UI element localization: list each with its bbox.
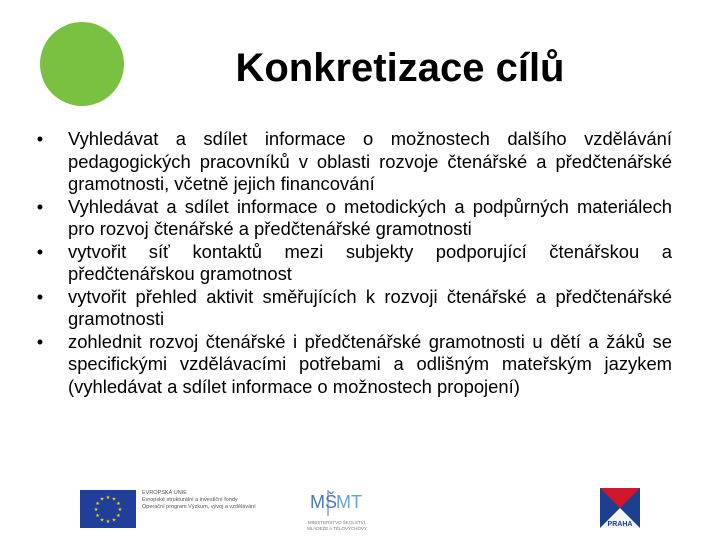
bullet-text: Vyhledávat a sdílet informace o metodických a podpůrných materiálech pro rozvoj čtenářské a předčtenářské gramotnosti xyxy=(68,195,672,239)
bullet-list xyxy=(30,128,672,398)
bullet-text: vytvořit přehled aktivit směřujících k rozvoji čtenářské a předčtenářské gramotnosti xyxy=(68,285,672,329)
eu-star-icon: ★ xyxy=(99,517,105,524)
bullet-text: vytvořit síť kontaktů mezi subjekty podporující čtenářskou a předčtenářskou gramotnost xyxy=(68,240,672,284)
eu-star-icon: ★ xyxy=(93,507,99,513)
bullet-dot: • xyxy=(36,195,44,217)
svg-text:PRAHA: PRAHA xyxy=(607,521,633,528)
eu-star-icon: ★ xyxy=(116,501,121,507)
bullet-item xyxy=(30,286,672,331)
bullet-item xyxy=(30,128,672,196)
bullet-item xyxy=(30,331,672,399)
bullet-item xyxy=(30,196,672,241)
bullet-item xyxy=(30,241,672,286)
bullet-text: zohlednit rozvoj čtenářské i předčtenářské gramotnosti u dětí a žáků se specifickými vzdělávacími potřebami a odlišným mateřským jazykem (vyhledávat a sdílet informace o možnostech propojení) xyxy=(68,330,672,397)
eu-star-icon: ★ xyxy=(95,513,100,519)
eu-star-icon: ★ xyxy=(99,496,105,503)
eu-flag-logo xyxy=(80,490,136,528)
eu-star-icon: ★ xyxy=(116,513,121,519)
svg-text:MŠ: MŠ xyxy=(310,492,337,512)
bullet-text: Vyhledávat a sdílet informace o možnostech dalšího vzdělávání pedagogických pracovníků v oblasti rozvoje čtenářské a předčtenářské gramotnosti, včetně jejich financování xyxy=(68,128,672,194)
bullet-dot: • xyxy=(36,240,44,262)
bullet-dot: • xyxy=(36,330,44,352)
eu-star-icon: ★ xyxy=(105,519,111,525)
eu-star-icon: ★ xyxy=(95,501,100,507)
praha-logo xyxy=(594,482,646,536)
eu-star-icon: ★ xyxy=(117,507,123,513)
green-circle-decoration xyxy=(40,22,124,106)
bullet-dot: • xyxy=(36,285,44,307)
bullet-dot: • xyxy=(36,128,44,149)
eu-star-icon: ★ xyxy=(111,496,117,503)
msmt-logo xyxy=(306,486,362,520)
eu-star-icon: ★ xyxy=(105,495,111,501)
svg-text:MT: MT xyxy=(336,492,362,512)
msmt-logo-text: MINISTERSTVO ŠKOLSTVÍ, MLÁDEŽE A TĚLOVÝCHOVY xyxy=(307,520,367,531)
logo-footer xyxy=(0,480,720,540)
slide-title: Konkretizace cílů xyxy=(235,46,565,90)
eu-star-icon: ★ xyxy=(111,517,117,524)
eu-stars-icon xyxy=(80,490,136,528)
eu-logo-text: EVROPSKÁ UNIE Evropské strukturální a investiční fondy Operační program Výzkum, vývoj a vzdělávání xyxy=(142,490,256,510)
